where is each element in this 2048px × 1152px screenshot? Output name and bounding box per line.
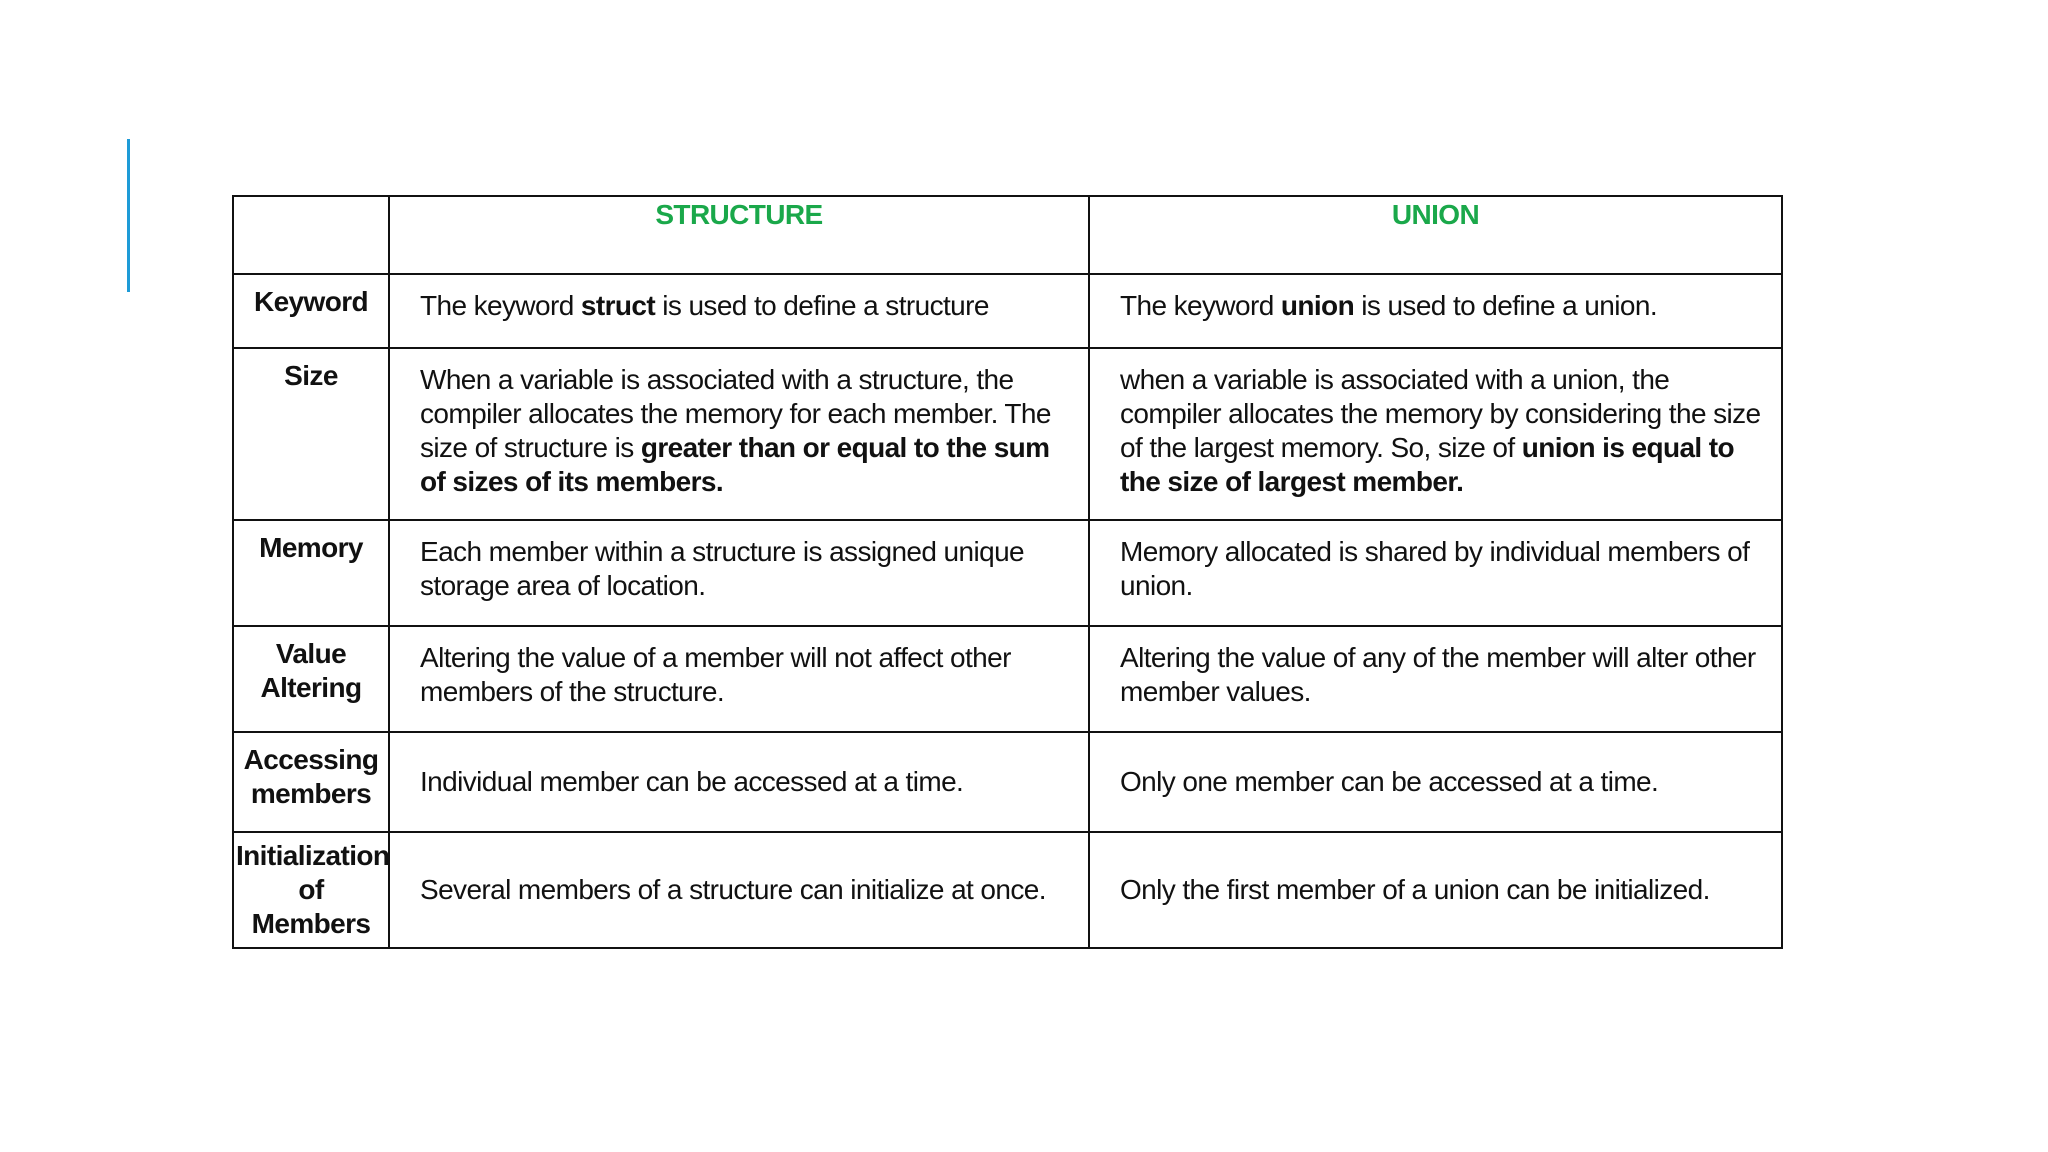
size-structure-cell <box>389 348 1089 520</box>
row-label-initialization <box>233 832 389 948</box>
accessing-union-cell: Only one member can be accessed at a time. <box>1089 732 1782 832</box>
size-structure-pre: When a variable is associated with a structure, the compiler allocates the memory for each member. The size of structure is <box>420 364 1051 463</box>
value-altering-union-cell: Altering the value of any of the member will alter other member values. <box>1089 626 1782 732</box>
table-row-size <box>233 348 1782 520</box>
row-label-value-altering <box>233 626 389 732</box>
row-label-accessing-members <box>233 732 389 832</box>
row-label-keyword: Keyword <box>233 274 389 348</box>
table-row-accessing-members <box>233 732 1782 832</box>
header-empty-cell <box>233 196 389 274</box>
keyword-structure-post: is used to define a structure <box>655 290 989 321</box>
row-label-memory: Memory <box>233 520 389 626</box>
value-altering-structure-cell: Altering the value of a member will not affect other members of the structure. <box>389 626 1089 732</box>
keyword-structure-cell <box>389 274 1089 348</box>
size-union-bold: union is equal to the size of largest member. <box>1120 432 1735 497</box>
accessing-structure-cell: Individual member can be accessed at a time. <box>389 732 1089 832</box>
row-label-accessing-line1: Accessing <box>243 744 379 775</box>
header-row <box>233 196 1782 274</box>
header-union: UNION <box>1089 196 1782 274</box>
keyword-union-pre: The keyword <box>1120 290 1281 321</box>
row-label-size: Size <box>233 348 389 520</box>
row-label-value-altering-line2: Altering <box>260 672 362 703</box>
keyword-structure-pre: The keyword <box>420 290 581 321</box>
header-structure: STRUCTURE <box>389 196 1089 274</box>
row-label-initialization-line1: Initialization <box>236 840 390 871</box>
accent-bar <box>127 139 130 292</box>
initialization-union-cell: Only the first member of a union can be initialized. <box>1089 832 1782 948</box>
table-row-initialization <box>233 832 1782 948</box>
comparison-table <box>232 195 1783 949</box>
table-row-value-altering <box>233 626 1782 732</box>
size-structure-bold: greater than or equal to the sum of sizes of its members. <box>420 432 1050 497</box>
table-row-keyword <box>233 274 1782 348</box>
row-label-initialization-line2: of Members <box>251 874 371 939</box>
row-label-value-altering-line1: Value <box>275 638 347 669</box>
keyword-structure-bold: struct <box>580 290 656 321</box>
size-union-pre: when a variable is associated with a union, the compiler allocates the memory by considering the size of the largest memory. So, size of <box>1120 364 1761 463</box>
keyword-union-bold: union <box>1280 290 1355 321</box>
size-union-cell <box>1089 348 1782 520</box>
memory-union-cell: Memory allocated is shared by individual members of union. <box>1089 520 1782 626</box>
table-row-memory <box>233 520 1782 626</box>
initialization-structure-cell: Several members of a structure can initialize at once. <box>389 832 1089 948</box>
keyword-union-post: is used to define a union. <box>1354 290 1657 321</box>
keyword-union-cell <box>1089 274 1782 348</box>
memory-structure-cell: Each member within a structure is assigned unique storage area of location. <box>389 520 1089 626</box>
row-label-accessing-line2: members <box>250 778 372 809</box>
